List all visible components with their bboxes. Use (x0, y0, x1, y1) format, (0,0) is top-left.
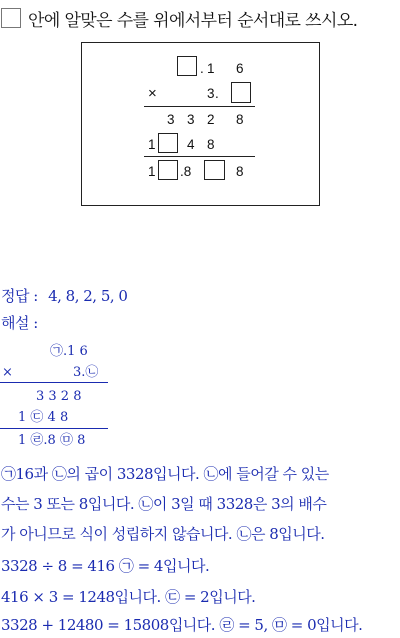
explanation-line-6: 3328 + 12480 = 15808입니다. ㉣ = 5, ㉤ = 0입니다. (1, 616, 363, 634)
blank-box-1[interactable] (177, 56, 197, 76)
row2-dot: . (215, 86, 219, 101)
calc-rule-1 (0, 382, 108, 383)
answer-box-icon (1, 8, 21, 28)
calc-row4: 1 ㉢ 4 8 (18, 410, 69, 425)
row3-digit-2: 3 (187, 112, 195, 127)
problem-frame (81, 42, 320, 206)
row5-digit-1: 1 (148, 164, 156, 179)
multiply-sign: × (148, 85, 157, 102)
answer-label: 정답 : (1, 287, 38, 305)
question-text: 안에 알맞은 수를 위에서부터 순서대로 쓰시오. (28, 11, 358, 31)
explanation-line-2: 수는 3 또는 8입니다. ㉡이 3일 때 3328은 3의 배수 (1, 495, 327, 513)
row4-digit-8: 8 (207, 137, 215, 152)
row5-digit-8: 8 (236, 164, 244, 179)
calc-multiply-sign: × (2, 365, 13, 380)
calc-row2: 3.㉡ (73, 365, 99, 380)
explanation-line-5: 416 × 3 = 1248입니다. ㉢ = 2입니다. (1, 588, 256, 606)
blank-box-4[interactable] (158, 160, 178, 180)
row4-digit-1: 1 (148, 137, 156, 152)
calc-row3: 3 3 2 8 (36, 389, 82, 404)
rule-line-2 (144, 156, 255, 157)
blank-box-2[interactable] (231, 82, 251, 103)
calc-row5: 1 ㉣.8 ㉤ 8 (18, 433, 86, 448)
row1-digit-6: 6 (236, 61, 244, 76)
row1-digit-1: 1 (207, 61, 215, 76)
row2-digit-3: 3 (207, 86, 215, 101)
explanation-line-4: 3328 ÷ 8 = 416 ㉠ = 4입니다. (1, 557, 210, 575)
explanation-line-1: ㉠16과 ㉡의 곱이 3328입니다. ㉡에 들어갈 수 있는 (1, 465, 329, 483)
rule-line-1 (144, 106, 255, 107)
row3-digit-3: 2 (207, 112, 215, 127)
blank-box-5[interactable] (204, 160, 225, 180)
row4-digit-4: 4 (187, 137, 195, 152)
row3-digit-4: 8 (236, 112, 244, 127)
answer-line (1, 285, 127, 306)
answer-value: 4, 8, 2, 5, 0 (48, 287, 128, 305)
calc-rule-2 (0, 428, 108, 429)
row5-dot8: .8 (180, 164, 192, 179)
row3-digit-1: 3 (167, 112, 175, 127)
calc-row1: ㉠.1 6 (50, 344, 88, 359)
blank-box-3[interactable] (158, 133, 178, 153)
explanation-calculation (0, 340, 120, 455)
explanation-label: 해설 : (1, 314, 38, 332)
row1-dot: . (200, 61, 204, 76)
explanation-line-3: 가 아니므로 식이 성립하지 않습니다. ㉡은 8입니다. (1, 525, 325, 543)
